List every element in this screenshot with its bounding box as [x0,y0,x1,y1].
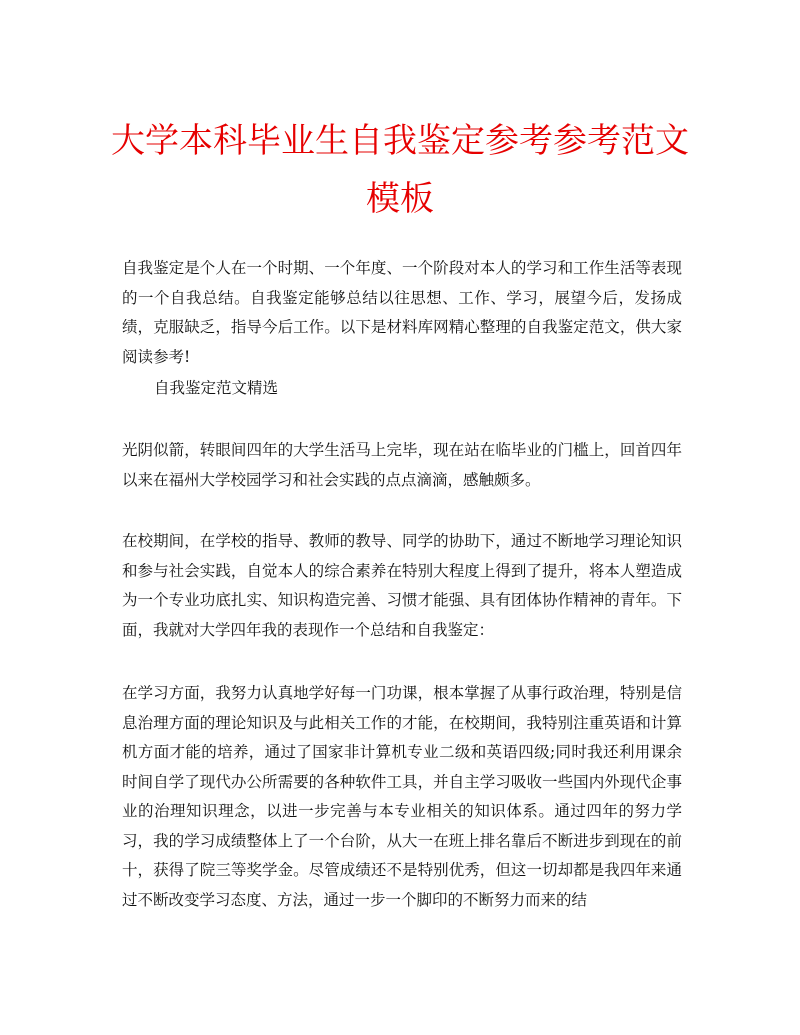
intro-paragraph: 自我鉴定是个人在一个时期、一个年度、一个阶段对本人的学习和工作生活等表现的一个自我总结。自我鉴定能够总结以往思想、工作、学习，展望今后，发扬成绩，克服缺乏，指导今后工作。以下是材料库网精心整理的自我鉴定范文，供大家阅读参考! [122,259,682,366]
body-paragraph: 在学习方面，我努力认真地学好每一门功课，根本掌握了从事行政治理，特别是信息治理方面的理论知识及与此相关工作的才能，在校期间，我特别注重英语和计算机方面才能的培养，通过了国家非计算机专业二级和英语四级;同时我还利用课余时间自学了现代办公所需要的各种软件工具，并自主学习吸收一些国内外现代企事业的治理知识理念，以进一步完善与本专业相关的知识体系。通过四年的努力学习，我的学习成绩整体上了一个台阶，从大一在班上排名靠后不断进步到现在的前十，获得了院三等奖学金。尽管成绩还不是特别优秀，但这一切却都是我四年来通过不断改变学习态度、方法，通过一步一个脚印的不断努力而来的结 [122,684,682,909]
body-paragraph: 光阴似箭，转眼间四年的大学生活马上完毕，现在站在临毕业的门槛上，回首四年以来在福州大学校园学习和社会实践的点点滴滴，感触颇多。 [122,441,682,489]
body-paragraph: 在校期间，在学校的指导、教师的教导、同学的协助下，通过不断地学习理论知识和参与社会实践，自觉本人的综合素养在特别大程度上得到了提升，将本人塑造成为一个专业功底扎实、知识构造完善、习惯才能强、具有团体协作精神的青年。下面，我就对大学四年我的表现作一个总结和自我鉴定： [122,532,682,639]
section-subheading: 自我鉴定范文精选 [154,379,279,397]
page-title: 大学本科毕业生自我鉴定参考参考范文模板 [111,121,689,219]
